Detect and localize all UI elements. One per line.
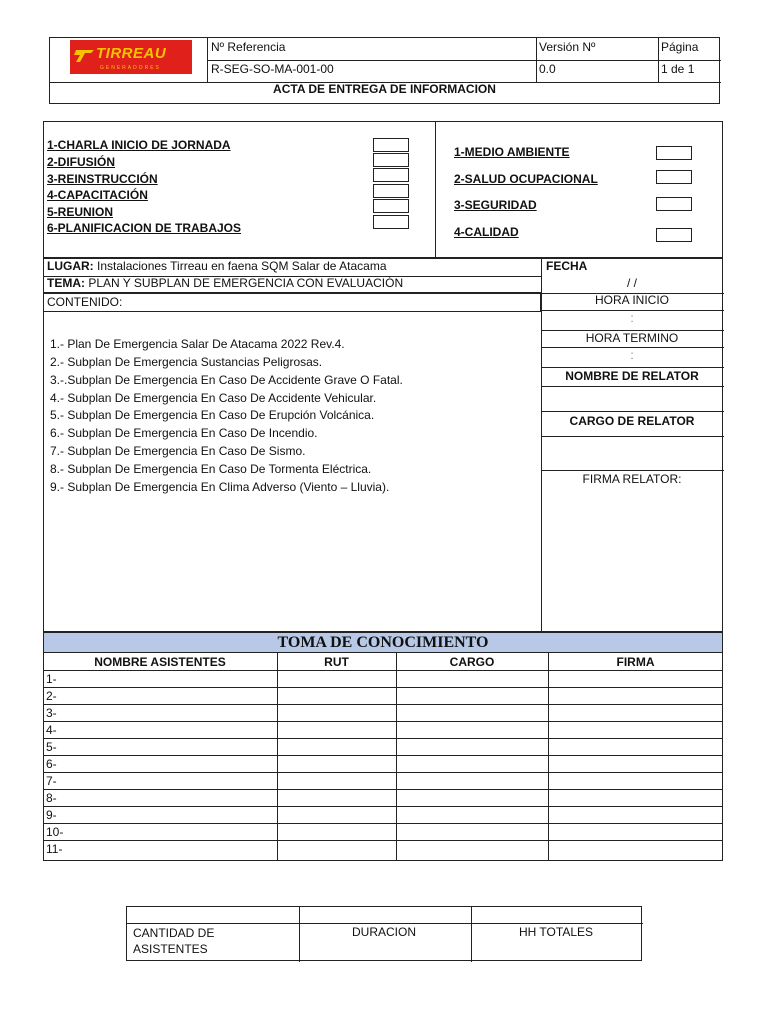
activity-checkbox-2[interactable] [373, 153, 409, 167]
lugar-label: LUGAR: [47, 259, 94, 273]
activity-checkbox-3[interactable] [373, 168, 409, 182]
contenido-item-7: 7.- Subplan De Emergencia En Caso De Sismo. [50, 444, 306, 458]
lugar-value: Instalaciones Tirreau en faena SQM Salar de Atacama [97, 259, 387, 273]
table-row[interactable]: 11- [43, 840, 723, 857]
cantidad-asistentes-label: CANTIDAD DE ASISTENTES [133, 926, 215, 956]
version-label: Versión Nº [539, 40, 596, 54]
ref-label: Nº Referencia [211, 40, 286, 54]
ref-value: R-SEG-SO-MA-001-00 [211, 62, 334, 76]
table-row[interactable]: 4- [43, 721, 723, 738]
activity-type-1: 1-CHARLA INICIO DE JORNADA [47, 138, 231, 152]
hora-termino-label: HORA TERMINO [585, 331, 679, 345]
tema-label: TEMA: [47, 276, 85, 290]
relator-cargo-label: CARGO DE RELATOR [569, 414, 695, 428]
contenido-label: CONTENIDO: [47, 295, 123, 309]
logo-subtext: GENERADORES [100, 65, 161, 71]
duracion-label: DURACION [351, 925, 416, 939]
activity-checkbox-1[interactable] [373, 138, 409, 152]
fecha-value[interactable]: / / [626, 276, 637, 290]
tema-row [44, 275, 538, 292]
page-value: 1 de 1 [661, 62, 695, 76]
area-4: 4-CALIDAD [454, 225, 519, 239]
table-row[interactable]: 8- [43, 789, 723, 806]
hora-inicio-label: HORA INICIO [594, 293, 669, 307]
company-logo [70, 40, 192, 74]
col-rut: RUT [324, 655, 349, 669]
activity-checkbox-6[interactable] [373, 215, 409, 229]
area-checkbox-1[interactable] [656, 146, 692, 160]
firma-relator-label: FIRMA RELATOR: [582, 472, 682, 486]
activity-type-3: 3-REINSTRUCCIÓN [47, 172, 158, 186]
hh-totales-label: HH TOTALES [518, 925, 594, 939]
contenido-item-5: 5.- Subplan De Emergencia En Caso De Erupción Volcánica. [50, 408, 375, 422]
hora-termino-value[interactable]: : [630, 348, 634, 362]
table-row[interactable]: 1- [43, 670, 723, 687]
activity-checkbox-5[interactable] [373, 199, 409, 213]
table-row[interactable]: 2- [43, 687, 723, 704]
contenido-item-8: 8.- Subplan De Emergencia En Caso De Tormenta Eléctrica. [50, 462, 372, 476]
table-row[interactable]: 10- [43, 823, 723, 840]
col-firma: FIRMA [616, 655, 655, 669]
page-label: Página [661, 40, 699, 54]
contenido-item-3: 3.-.Subplan De Emergencia En Caso De Accidente Grave O Fatal. [50, 373, 403, 387]
version-value: 0.0 [539, 62, 556, 76]
document-title: ACTA DE ENTREGA DE INFORMACION [273, 82, 496, 96]
col-nombre: NOMBRE ASISTENTES [94, 655, 226, 669]
logo-text: TIRREAU [96, 45, 167, 62]
table-row[interactable]: 6- [43, 755, 723, 772]
area-checkbox-2[interactable] [656, 170, 692, 184]
contenido-item-2: 2.- Subplan De Emergencia Sustancias Peligrosas. [50, 355, 323, 369]
fecha-label: FECHA [546, 259, 588, 273]
attendance-title: TOMA DE CONOCIMIENTO [277, 634, 489, 651]
contenido-item-4: 4.- Subplan De Emergencia En Caso De Accidente Vehicular. [50, 391, 377, 405]
tema-value: PLAN Y SUBPLAN DE EMERGENCIA CON EVALUACIÓN [88, 276, 404, 290]
relator-nombre-label: NOMBRE DE RELATOR [565, 369, 699, 383]
activity-type-6: 6-PLANIFICACION DE TRABAJOS [47, 221, 242, 235]
col-cargo: CARGO [449, 655, 495, 669]
area-3: 3-SEGURIDAD [454, 198, 537, 212]
contenido-item-9: 9.- Subplan De Emergencia En Clima Adverso (Viento – Lluvia). [50, 480, 390, 494]
activity-type-5: 5-REUNION [47, 205, 114, 219]
lugar-row [44, 258, 538, 275]
table-row[interactable]: 3- [43, 704, 723, 721]
activity-checkbox-4[interactable] [373, 184, 409, 198]
activity-type-2: 2-DIFUSIÓN [47, 155, 116, 169]
hora-inicio-value[interactable]: : [630, 311, 634, 325]
area-2: 2-SALUD OCUPACIONAL [454, 172, 598, 186]
table-row[interactable]: 9- [43, 806, 723, 823]
activity-type-4: 4-CAPACITACIÓN [47, 188, 148, 202]
contenido-item-6: 6.- Subplan De Emergencia En Caso De Incendio. [50, 426, 318, 440]
table-row[interactable]: 5- [43, 738, 723, 755]
contenido-item-1: 1.- Plan De Emergencia Salar De Atacama 2022 Rev.4. [50, 337, 345, 351]
table-row[interactable]: 7- [43, 772, 723, 789]
area-1: 1-MEDIO AMBIENTE [454, 145, 570, 159]
area-checkbox-4[interactable] [656, 228, 692, 242]
area-checkbox-3[interactable] [656, 197, 692, 211]
